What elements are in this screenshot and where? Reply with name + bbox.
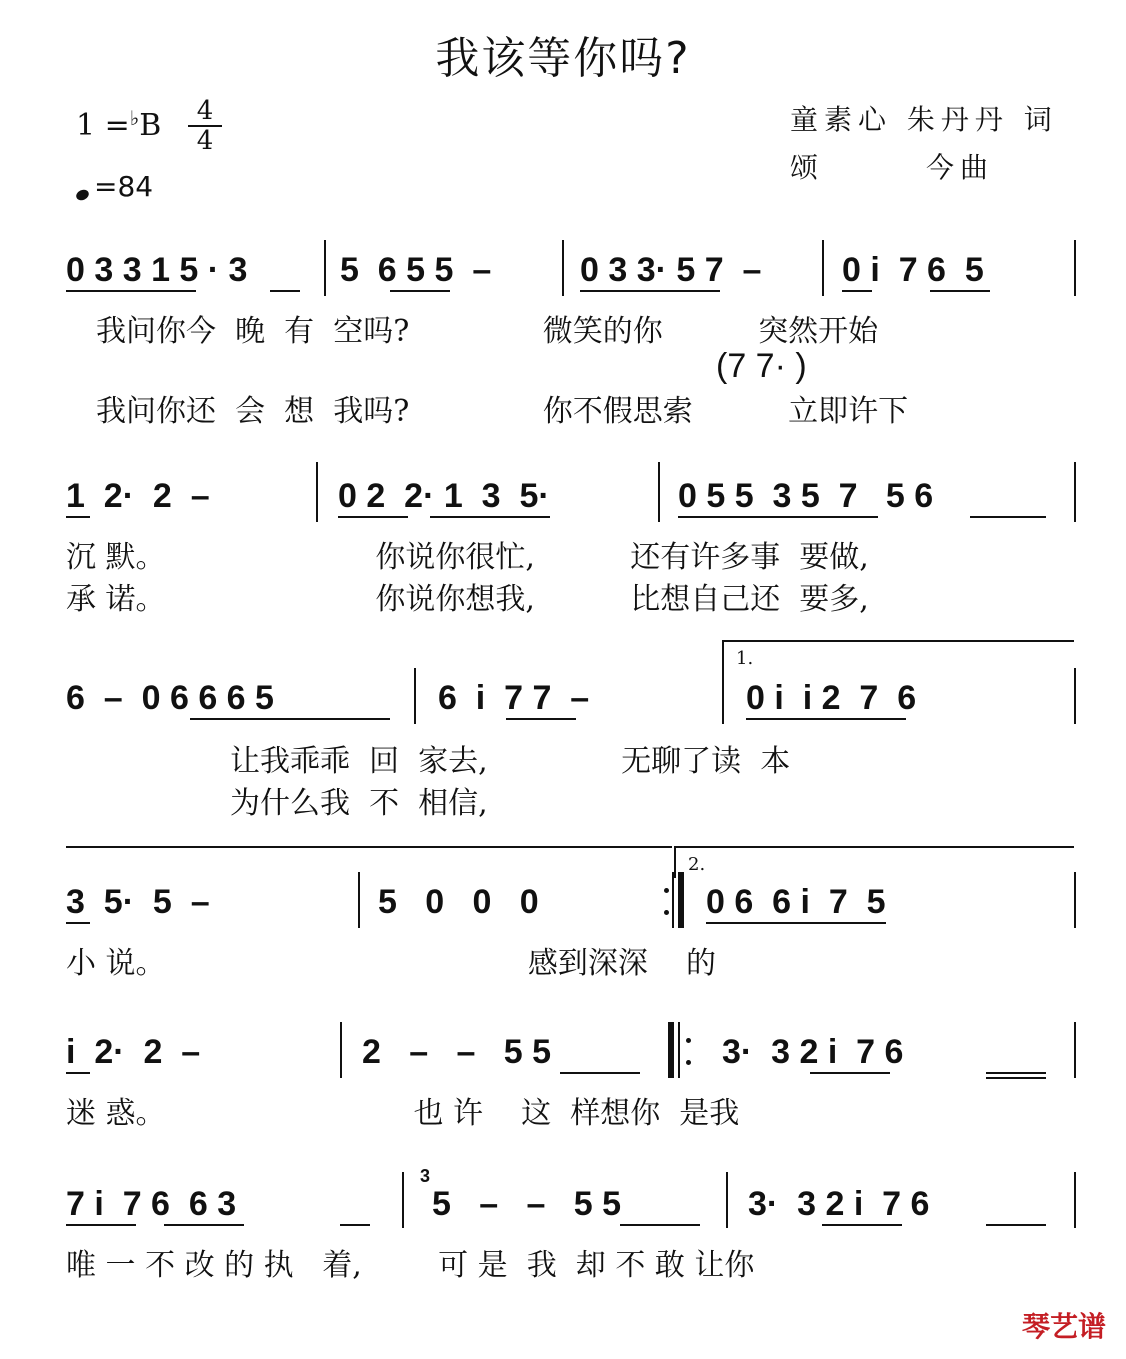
bar-line [822,240,824,296]
composer-credit: 颂 今曲 [790,151,995,184]
lyrics-verse-1: 迷 惑。 也 许 这 样想你 是我 [66,1096,740,1131]
beam-line [340,1224,370,1226]
key-note: B [139,108,162,143]
tempo-value: =84 [94,170,154,203]
measure: 5 0 0 0 [378,883,539,921]
quarter-note-icon [74,188,90,203]
bar-line [414,668,416,724]
beam-line [430,516,550,518]
bar-line [562,240,564,296]
repeat-start-thick [668,1022,674,1078]
repeat-end-thin [672,872,674,928]
key-signature [76,106,161,143]
time-top: 4 [196,96,214,126]
key-prefix: 1 = [76,108,130,143]
bar-line [1074,872,1076,928]
bar-line [316,462,318,522]
repeat-start-thin [678,1022,680,1078]
volta-label: 1. [736,648,754,669]
beam-line [390,290,450,292]
beam-line [66,1072,90,1074]
beam-line [580,290,720,292]
lyrics-verse-1: 让我乖乖 回 家去, 无聊了读 本 [230,744,791,779]
measure: 0 i i 2 7 6 [746,679,917,717]
beam-line [930,290,990,292]
measure: 2 – – 5 5 [362,1033,552,1071]
beam-line [986,1224,1046,1226]
measure: 3· 3 2 i 7 6 [748,1185,930,1223]
bar-line [722,668,724,724]
measure: 0 i 7 6 5 [842,251,984,289]
bar-line [358,872,360,928]
lyrics-verse-1: 我问你今 晚 有 空吗? 微笑的你 突然开始 [96,314,879,349]
measure: 0 5 5 3 5 7 5 6 [678,477,934,515]
lyrics-verse-1: 唯 一 不 改 的 执 着, 可 是 我 却 不 敢 让你 [66,1248,755,1283]
measure: 0 3 3· 5 7 – [580,251,762,289]
bar-line [1074,240,1076,296]
measure: i 2· 2 – [66,1033,201,1071]
beam-line [506,718,576,720]
beam-line [970,516,1046,518]
grace-note: 3 [420,1166,431,1186]
tempo-marking [76,170,153,203]
beam-line [270,290,300,292]
measure: 0 2 2· 1 3 5· [338,477,550,515]
beam-line [66,516,90,518]
measure: 0 6 6 i 7 5 [706,883,886,921]
beam-line [706,922,886,924]
lyrics-verse-2: 我问你还 会 想 我吗? 你不假思索 立即许下 [96,394,909,429]
volta-line [66,846,672,848]
repeat-dot [686,1060,691,1065]
alternate-notes: (7 7· ) [716,347,807,385]
volta-label: 2. [688,854,706,875]
time-bottom: 4 [196,126,214,156]
measure: 6 i 7 7 – [438,679,590,717]
measure: 5 6 5 5 – [340,251,492,289]
beam-line [190,718,390,720]
beam-line [164,1224,244,1226]
volta-bracket [674,846,1074,878]
measure: 5 – – 5 5 [432,1185,622,1223]
measure: 7 i 7 6 6 3 [66,1185,237,1223]
song-title: 我该等你吗? [435,33,691,84]
beam-line [986,1077,1046,1079]
beam-line [66,1224,136,1226]
measure: 6 – 0 6 6 6 5 [66,679,274,717]
lyrics-verse-1: 沉 默。 你说你很忙, 还有许多事 要做, [66,540,869,575]
repeat-dot [686,1038,691,1043]
volta-bracket [722,640,1074,672]
watermark-logo: 琴艺谱 [1021,1310,1106,1343]
lyrics-verse-1: 小 说。 感到深深 的 [66,946,717,981]
beam-line [810,1072,890,1074]
bar-line [324,240,326,296]
bar-line [1074,462,1076,522]
beam-line [620,1224,700,1226]
beam-line [338,516,408,518]
beam-line [560,1072,640,1074]
beam-line [66,922,90,924]
bar-line [1074,1022,1076,1078]
bar-line [658,462,660,522]
flat-icon: ♭ [129,106,140,130]
lyrics-verse-2: 承 诺。 你说你想我, 比想自己还 要多, [66,582,869,617]
beam-line [986,1072,1046,1074]
measure: 3· 3 2 i 7 6 [722,1033,904,1071]
repeat-dot [664,888,669,893]
lyrics-verse-2: 为什么我 不 相信, [230,786,488,821]
beam-line [822,1224,902,1226]
measure: 1 2· 2 – [66,477,210,515]
bar-line [402,1172,404,1228]
bar-line [1074,668,1076,724]
bar-line [340,1022,342,1078]
beam-line [842,290,872,292]
bar-line [726,1172,728,1228]
bar-line [1074,1172,1076,1228]
beam-line [678,516,878,518]
time-signature [188,98,222,154]
measure: 3 5· 5 – [66,883,210,921]
beam-line [746,718,906,720]
repeat-dot [664,910,669,915]
repeat-end-thick [678,872,684,928]
lyricist-credit: 童素心 朱丹丹 词 [790,103,1058,136]
measure: 0 3 3 1 5 · 3 [66,251,248,289]
beam-line [66,290,196,292]
